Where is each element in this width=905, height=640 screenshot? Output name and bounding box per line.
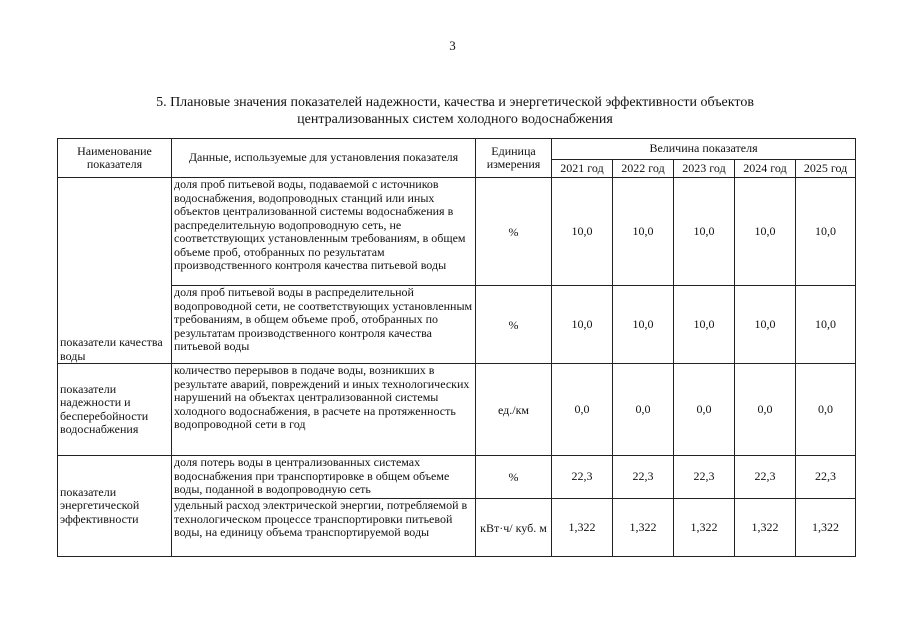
row-data-text: доля проб питьевой воды, подаваемой с источников водоснабжения, водопроводных станций или иных объектов централизованной системы водоснабжения в распределительную водопроводную сеть, не соответствующих установленным требованиям, в общем объеме проб, отобранных по результатам производственного контроля качества питьевой воды: [172, 178, 476, 286]
table-row: [58, 456, 856, 499]
row-data-text: количество перерывов в подаче воды, возникших в результате аварий, повреждений и иных технологических нарушений на объектах централизованной системы холодного водоснабжения, в расчете на протяженность водопроводной сети в год: [172, 364, 476, 456]
group-quality: показатели качества воды: [58, 178, 172, 364]
row-value-2022: 0,0: [613, 364, 674, 456]
row-value-2023: 1,322: [674, 499, 735, 557]
row-value-2023: 22,3: [674, 456, 735, 499]
header-unit: Единица измерения: [476, 139, 552, 178]
row-unit: %: [476, 286, 552, 364]
row-data-text: доля проб питьевой воды в распределительной водопроводной сети, не соответствующих установленным требованиям, в общем объеме проб, отобранных по результатам производственного контроля качества питьевой воды: [172, 286, 476, 364]
row-value-2021: 1,322: [552, 499, 613, 557]
row-value-2022: 22,3: [613, 456, 674, 499]
table-row: [58, 286, 856, 364]
row-value-2022: 1,322: [613, 499, 674, 557]
row-unit: %: [476, 178, 552, 286]
header-year-2025: 2025 год: [796, 160, 856, 178]
header-year-2021: 2021 год: [552, 160, 613, 178]
row-value-2024: 10,0: [735, 178, 796, 286]
header-year-2023: 2023 год: [674, 160, 735, 178]
title-line-1: 5. Плановые значения показателей надежности, качества и энергетической эффективности объектов: [156, 95, 754, 110]
row-value-2023: 0,0: [674, 364, 735, 456]
table-row: [58, 364, 856, 456]
header-indicator-value: Величина показателя: [552, 139, 856, 160]
row-value-2025: 0,0: [796, 364, 856, 456]
row-value-2021: 22,3: [552, 456, 613, 499]
row-value-2025: 22,3: [796, 456, 856, 499]
row-value-2024: 0,0: [735, 364, 796, 456]
row-value-2022: 10,0: [613, 286, 674, 364]
header-row: [58, 139, 856, 160]
row-value-2022: 10,0: [613, 178, 674, 286]
header-year-2024: 2024 год: [735, 160, 796, 178]
row-unit: %: [476, 456, 552, 499]
row-value-2025: 1,322: [796, 499, 856, 557]
document-title: [80, 94, 830, 128]
row-data-text: доля потерь воды в централизованных системах водоснабжения при транспортировке в общем объеме воды, поданной в водопроводную сеть: [172, 456, 476, 499]
row-value-2024: 1,322: [735, 499, 796, 557]
table-row: [58, 178, 856, 286]
page-number: 3: [449, 38, 456, 53]
row-value-2021: 10,0: [552, 178, 613, 286]
row-data-text: удельный расход электрической энергии, потребляемой в технологическом процессе транспортировки питьевой воды, на единицу объема транспортируемой воды: [172, 499, 476, 557]
header-indicator-name: Наименование показателя: [58, 139, 172, 178]
row-unit: кВт·ч/ куб. м: [476, 499, 552, 557]
title-line-2: централизованных систем холодного водоснабжения: [297, 112, 613, 127]
row-value-2021: 10,0: [552, 286, 613, 364]
group-efficiency: показатели энергетической эффективности: [58, 456, 172, 557]
group-reliability: показатели надежности и бесперебойности водоснабжения: [58, 364, 172, 456]
row-value-2024: 22,3: [735, 456, 796, 499]
table-row: [58, 499, 856, 557]
row-unit: ед./км: [476, 364, 552, 456]
row-value-2025: 10,0: [796, 178, 856, 286]
row-value-2023: 10,0: [674, 286, 735, 364]
row-value-2025: 10,0: [796, 286, 856, 364]
row-value-2024: 10,0: [735, 286, 796, 364]
header-data-used: Данные, используемые для установления показателя: [172, 139, 476, 178]
row-value-2021: 0,0: [552, 364, 613, 456]
header-year-2022: 2022 год: [613, 160, 674, 178]
row-value-2023: 10,0: [674, 178, 735, 286]
indicators-table: [57, 138, 856, 557]
